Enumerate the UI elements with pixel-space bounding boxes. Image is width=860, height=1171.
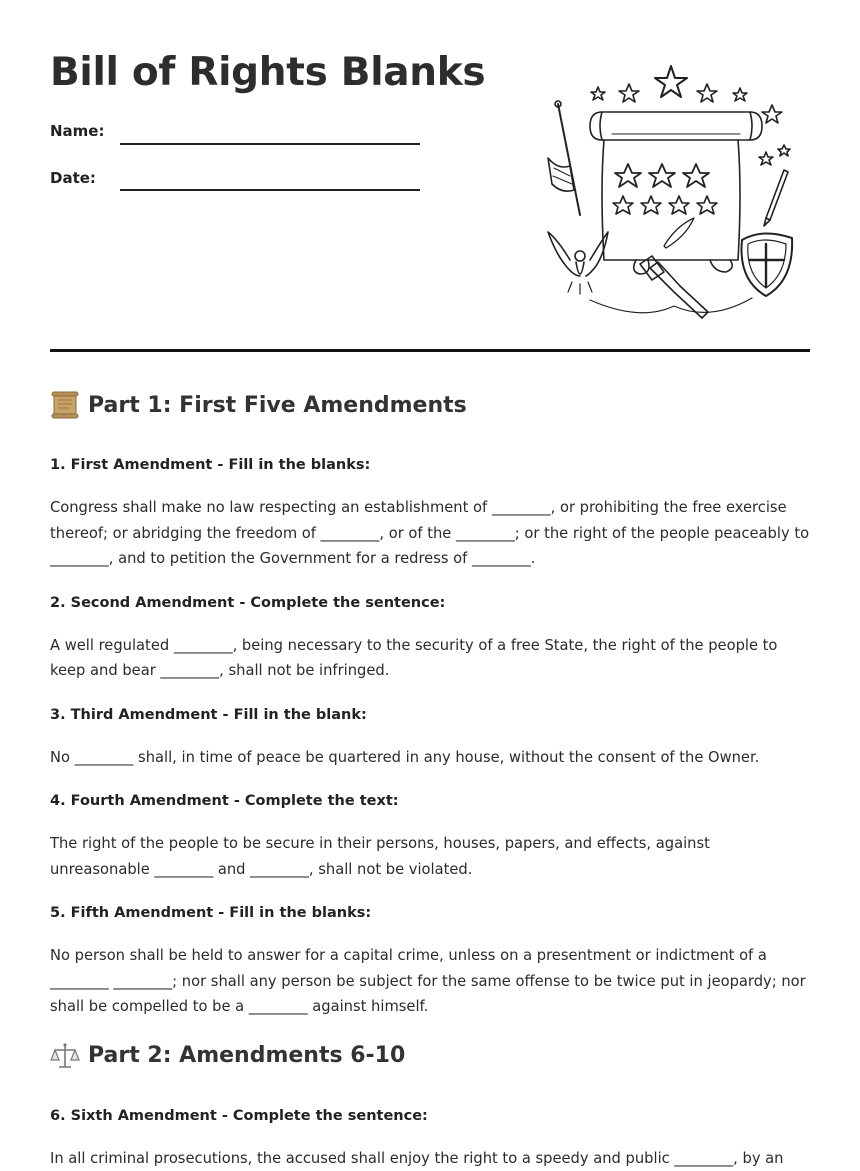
question-title: 4. Fourth Amendment - Complete the text: (50, 791, 810, 811)
shield-icon (742, 233, 793, 296)
part-1-heading-text: Part 1: First Five Amendments (88, 393, 467, 418)
pencil-icon (764, 170, 788, 226)
scales-icon (50, 1041, 80, 1071)
question-title: 1. First Amendment - Fill in the blanks: (50, 455, 810, 475)
scroll-document (590, 112, 762, 274)
question-text: No ________ shall, in time of peace be quartered in any house, without the consent of the Owner. (50, 745, 810, 771)
question-text: Congress shall make no law respecting an establishment of ________, or prohibiting the free exercise thereof; or abridging the freedom of ________, or of the ________; or the right of the people peaceably to ________, and to petition the Government for a redress of ________. (50, 495, 810, 572)
constitution-scroll-illustration (540, 60, 810, 330)
name-field-line[interactable] (120, 143, 420, 145)
question-title: 3. Third Amendment - Fill in the blank: (50, 705, 810, 725)
part-1-heading (50, 385, 810, 425)
part-2-heading-text: Part 2: Amendments 6-10 (88, 1043, 405, 1068)
question-text: A well regulated ________, being necessary to the security of a free State, the right of the people to keep and bear ________, shall not be infringed. (50, 633, 810, 684)
question-text: In all criminal prosecutions, the accused shall enjoy the right to a speedy and public ________, by an (50, 1146, 810, 1171)
flag-icon (548, 101, 580, 215)
date-label: Date: (50, 169, 96, 187)
gavel-icon (640, 256, 708, 318)
worksheet-content (50, 385, 810, 1171)
scroll-icon (50, 390, 80, 420)
date-field-line[interactable] (120, 189, 420, 191)
question-title: 5. Fifth Amendment - Fill in the blanks: (50, 903, 810, 923)
star-icon (591, 66, 790, 165)
question-title: 2. Second Amendment - Complete the sentence: (50, 593, 810, 613)
header-divider (50, 349, 810, 352)
page-title: Bill of Rights Blanks (50, 50, 485, 95)
laurel-swoosh (590, 298, 752, 313)
part-2-heading (50, 1036, 810, 1076)
eagle-icon (548, 232, 608, 294)
name-label: Name: (50, 122, 104, 140)
question-title: 6. Sixth Amendment - Complete the sentence: (50, 1106, 810, 1126)
question-text: No person shall be held to answer for a capital crime, unless on a presentment or indictment of a ________ ________; nor shall any person be subject for the same offense to be twice put in jeopardy; nor shall be compelled to be a ________ against himself. (50, 943, 810, 1020)
question-text: The right of the people to be secure in their persons, houses, papers, and effects, against unreasonable ________ and ________, shall not be violated. (50, 831, 810, 882)
